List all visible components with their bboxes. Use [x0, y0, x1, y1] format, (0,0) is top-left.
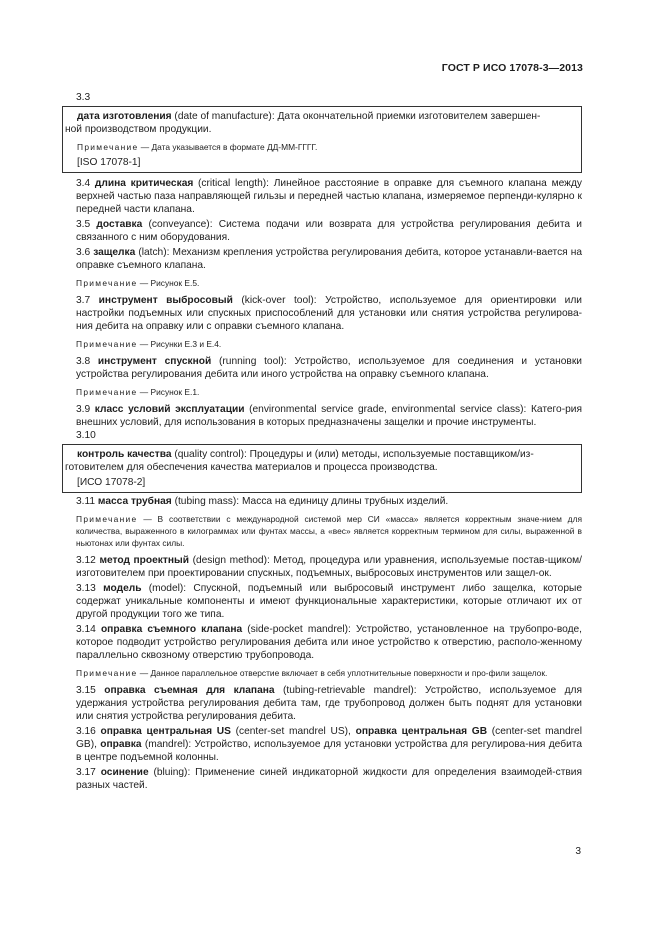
term-3-13: модель	[103, 583, 142, 594]
term-3-6: защелка	[93, 247, 136, 258]
definition-3-10-cont: готовителем для обеспечения качества материалов и процесса производства.	[65, 462, 438, 473]
entry-3-16: 3.16 оправка центральная US (center-set mandrel US), оправка центральная GB (center-set mandrel GB), оправка (mandrel): Устройство, используемое для установки устройства для регулирова-ния дебита в центре подъемной колонны.	[76, 726, 582, 763]
entry-3-14: 3.14 оправка съемного клапана (side-pocket mandrel): Устройство, установленное на трубопро-воде, которое подводит устройство регулирования дебита или иное устройство к отверстию, располо-женному параллельно сквозному отверстию трубопровода.	[76, 624, 583, 661]
note-3-7: Примечание — Рисунки Е.3 и Е.4.	[76, 339, 222, 349]
term-3-17: осинение	[100, 767, 149, 778]
term-3-14: оправка съемного клапана	[100, 624, 243, 635]
term-3-7: инструмент выбросовый	[98, 295, 233, 306]
entry-3-7: 3.7 инструмент выбросовый (kick-over tool): Устройство, используемое для ориентировки или настройки подъемных или спускных приспособлений для установки или снятия устройства регулирова-ния дебита на оправку или с оправки съемного клапана.	[76, 295, 582, 332]
reference-3-3: [ISO 17078-1]	[77, 157, 141, 168]
term-3-3: дата изготовления	[77, 111, 172, 122]
term-3-10: контроль качества	[77, 449, 172, 460]
standard-header: ГОСТ Р ИСО 17078-3—2013	[441, 62, 583, 74]
term-3-15: оправка съемная для клапана	[104, 685, 275, 696]
note-3-6: Примечание — Рисунок Е.5.	[76, 278, 200, 288]
entry-3-17: 3.17 осинение (bluing): Применение синей индикаторной жидкости для определения взаимодей-ствия разных частей.	[76, 767, 582, 791]
note-3-8: Примечание — Рисунок Е.1.	[76, 387, 200, 397]
definition-box-3-10	[62, 444, 582, 493]
definition-box-3-3	[62, 106, 582, 173]
entry-3-6: 3.6 защелка (latch): Механизм крепления устройства регулирования дебита, которое устанавли-вается на оправке съемного клапана.	[76, 247, 582, 271]
entry-3-12: 3.12 метод проектный (design method): Метод, процедура или уравнения, используемые постав-щиком/изготовителем при проектировании спускных, подъемных, выбросовых инструментов или защел-ок.	[76, 555, 582, 579]
note-3-3: Примечание — Дата указывается в формате ДД-ММ-ГГГГ.	[77, 142, 318, 152]
term-3-16-mandrel: оправка	[100, 739, 142, 750]
page-number: 3	[575, 846, 581, 857]
document-body	[62, 91, 582, 792]
entry-3-15: 3.15 оправка съемная для клапана (tubing-retrievable mandrel): Устройство, используемое для удержания устройства регулирования дебита там, где трубопровод должен быть поднят для установки или снятия устройства регулирования дебита.	[76, 685, 582, 722]
entry-3-13: 3.13 модель (model): Спускной, подъемный или выбросовый инструмент либо защелка, которые содержат уникальные компоненты и имеют функциональные характеристики, которые отличают их от другой продукции того же типа.	[76, 583, 582, 620]
definition-3-10: контроль качества (quality control): Процедуры и (или) методы, используемые поставщиком/из-	[77, 449, 534, 460]
definition-3-3-cont: ной производством продукции.	[65, 124, 212, 135]
entry-3-11: 3.11 масса трубная (tubing mass): Масса на единицу длины трубных изделий.	[76, 496, 449, 507]
note-3-14: Примечание — Данное параллельное отверстие включает в себя уплотнительные поверхности и про-фили защелок.	[76, 668, 548, 678]
term-3-16-gb: оправка центральная GB	[355, 726, 488, 737]
definition-3-3: дата изготовления (date of manufacture): Дата окончательной приемки изготовителем завершен-	[77, 111, 541, 122]
entry-3-5: 3.5 доставка (conveyance): Система подачи или возврата для устройства регулирования дебита и связанного с ним оборудования.	[76, 219, 582, 243]
term-3-11: масса трубная	[97, 496, 172, 507]
term-3-4: длина критическая	[94, 178, 194, 189]
entry-3-8: 3.8 инструмент спускной (running tool): Устройство, используемое для соединения и установки устройства регулирования дебита или иного устройства на оправку съемного клапана.	[76, 356, 582, 380]
note-3-11: Примечание — В соответствии с международной системой мер СИ «масса» является корректным значе-нием для количества, выраженного в килограммах или фунтах массы, а «вес» является корректным термином для силы, выраженной в ньютонах или фунтах силы.	[76, 514, 582, 548]
term-3-9: класс условий эксплуатации	[94, 404, 245, 415]
term-3-8: инструмент спускной	[97, 356, 212, 367]
entry-number-3-10: 3.10	[76, 430, 96, 441]
term-3-5: доставка	[96, 219, 143, 230]
entry-3-4: 3.4 длина критическая (critical length): Линейное расстояние в оправке для съемного клапана между верхней частью паза направляющей гильзы и передней частью клапана, измеряемое перпенди-кулярно к передней части клапана.	[76, 178, 582, 215]
term-3-16-us: оправка центральная US	[100, 726, 231, 737]
entry-number-3-3: 3.3	[76, 92, 91, 103]
entry-3-9: 3.9 класс условий эксплуатации (environmental service grade, environmental service class): Катего-рия внешних условий, для использования в которых предназначены защелки и прочие инструменты.	[76, 404, 582, 428]
reference-3-10: [ИСО 17078-2]	[77, 477, 146, 488]
term-3-12: метод проектный	[99, 555, 189, 566]
